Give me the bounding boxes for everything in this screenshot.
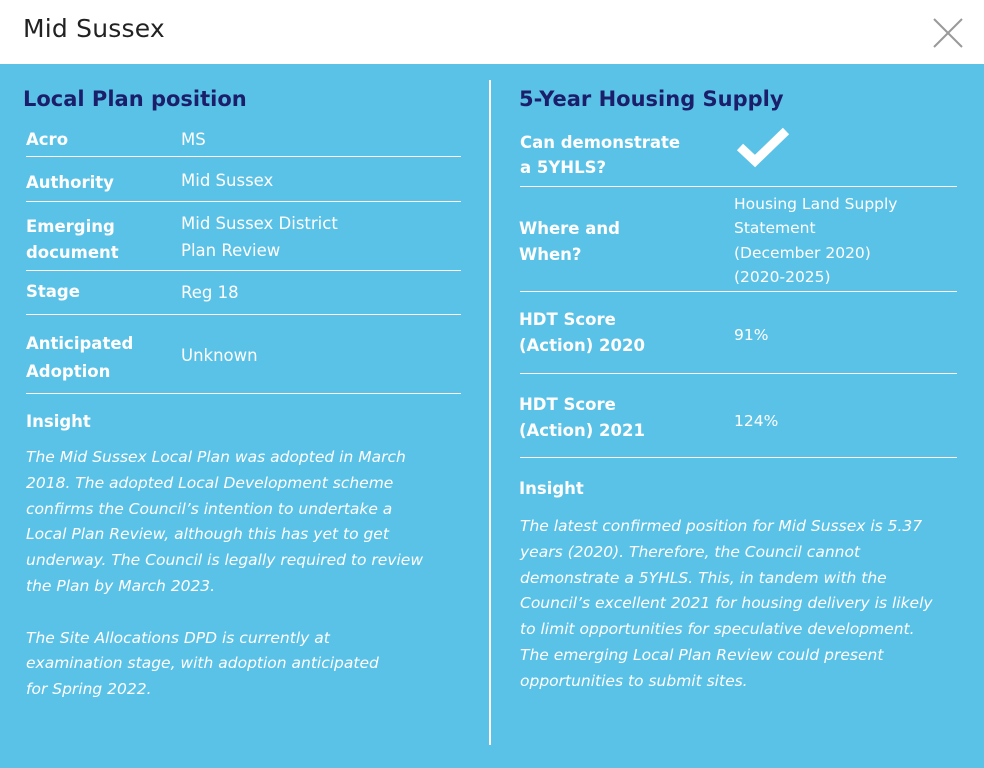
authority-value: Mid Sussex: [181, 171, 274, 190]
local-plan-title: Local Plan position: [23, 87, 247, 111]
paragraph-spacer: [26, 600, 466, 626]
anticipated-adoption-label-line2: Adoption: [26, 362, 111, 381]
emerging-document-value-line1: Mid Sussex District: [181, 214, 338, 233]
insight-line: The latest confirmed position for Mid Sussex is 5.37: [520, 517, 923, 535]
acro-label: Acro: [26, 130, 69, 149]
hdt-2020-value: 91%: [734, 326, 769, 344]
insight-line: to limit opportunities for speculative development.: [520, 620, 915, 639]
row-divider: [520, 291, 957, 292]
housing-supply-title: 5-Year Housing Supply: [519, 87, 784, 111]
checkmark-icon: [735, 125, 791, 169]
authority-label: Authority: [26, 173, 114, 192]
local-plan-insight-label: Insight: [26, 412, 91, 431]
housing-insight-text: [520, 514, 960, 695]
anticipated-adoption-label-line1: Anticipated: [26, 334, 134, 353]
close-button[interactable]: [930, 15, 966, 51]
insight-line: underway. The Council is legally required to review: [26, 551, 424, 570]
insight-line: 2018. The adopted Local Development scheme: [26, 473, 394, 492]
acro-value: MS: [181, 130, 206, 149]
row-divider: [26, 270, 461, 271]
insight-line: The Mid Sussex Local Plan was adopted in March: [26, 448, 406, 466]
row-divider: [26, 314, 461, 315]
row-divider: [26, 201, 461, 202]
hdt-2020-label-line1: HDT Score: [519, 310, 616, 329]
insight-line: examination stage, with adoption anticipated: [26, 654, 379, 673]
where-when-value-line1: Housing Land Supply: [734, 195, 898, 213]
hdt-2021-label-line1: HDT Score: [519, 395, 616, 414]
emerging-document-value-line2: Plan Review: [181, 241, 281, 260]
insight-line: The Site Allocations DPD is currently at: [26, 628, 330, 647]
stage-value: Reg 18: [181, 283, 239, 302]
hdt-2021-value: 124%: [734, 412, 779, 430]
can-demonstrate-label-line2: a 5YHLS?: [520, 158, 607, 177]
insight-line: Council’s excellent 2021 for housing delivery is likely: [520, 594, 933, 613]
insight-line: years (2020). Therefore, the Council cannot: [520, 542, 861, 561]
insight-line: opportunities to submit sites.: [520, 671, 748, 690]
close-icon: [930, 15, 966, 51]
row-divider: [520, 457, 957, 458]
where-when-value-line2: Statement: [734, 219, 816, 237]
insight-line: the Plan by March 2023.: [26, 576, 216, 595]
insight-line: The emerging Local Plan Review could present: [520, 645, 884, 664]
row-divider: [26, 393, 461, 394]
insight-line: demonstrate a 5YHLS. This, in tandem with the: [520, 568, 887, 587]
can-demonstrate-label-line1: Can demonstrate: [520, 133, 681, 152]
anticipated-adoption-value: Unknown: [181, 346, 258, 365]
where-when-label-line1: Where and: [519, 219, 620, 238]
where-when-label-line2: When?: [519, 245, 582, 264]
housing-insight-label: Insight: [519, 479, 584, 498]
hdt-2021-label-line2: (Action) 2021: [519, 421, 645, 440]
emerging-document-label-line2: document: [26, 243, 119, 262]
local-plan-insight-text: [26, 445, 466, 703]
where-when-value-line4: (2020-2025): [734, 268, 831, 286]
where-when-value-line3: (December 2020): [734, 244, 871, 262]
row-divider: [520, 373, 957, 374]
insight-line: confirms the Council’s intention to undertake a: [26, 499, 393, 518]
row-divider: [520, 186, 957, 187]
column-divider: [489, 80, 491, 745]
modal-header: [0, 0, 984, 64]
emerging-document-label-line1: Emerging: [26, 217, 115, 236]
stage-label: Stage: [26, 282, 80, 301]
modal-title: Mid Sussex: [23, 14, 165, 43]
hdt-2020-label-line2: (Action) 2020: [519, 336, 645, 355]
insight-line: Local Plan Review, although this has yet to get: [26, 525, 389, 544]
row-divider: [26, 156, 461, 157]
insight-line: for Spring 2022.: [26, 680, 152, 699]
